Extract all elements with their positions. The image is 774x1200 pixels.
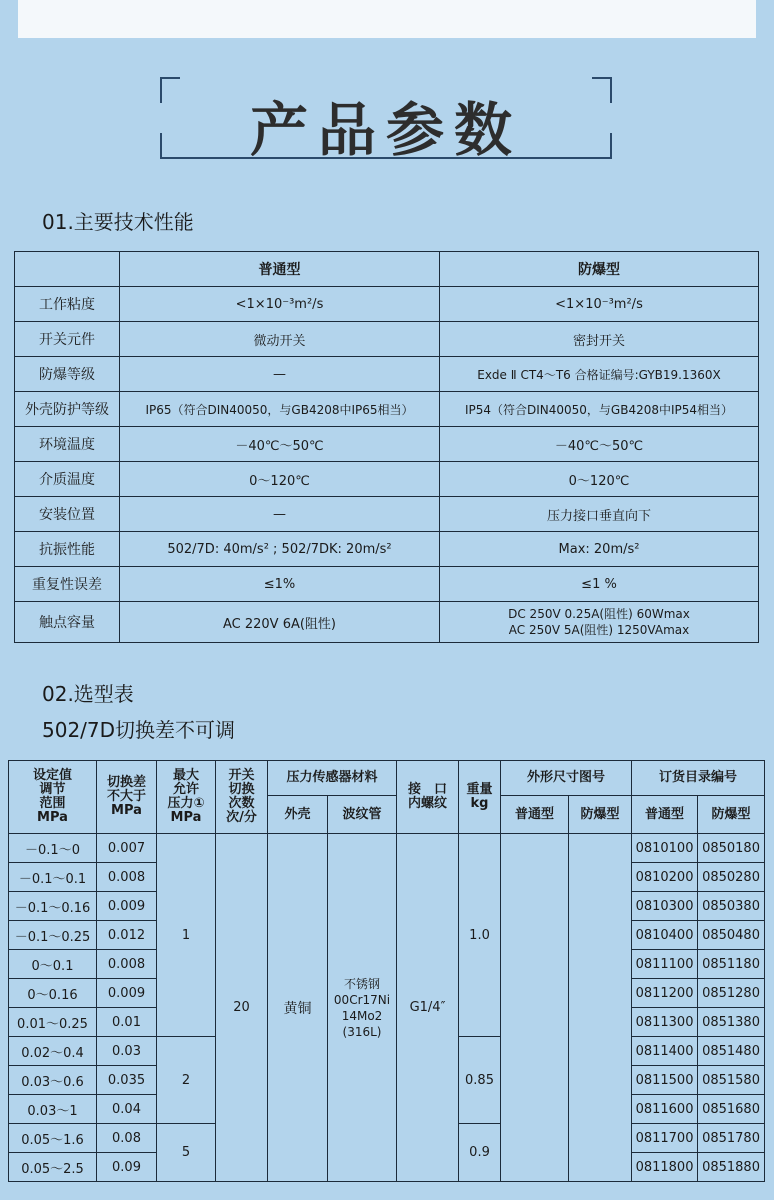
spec-label: 抗振性能 — [15, 532, 120, 567]
diff-cell: 0.008 — [97, 863, 157, 892]
header-max-pressure: 最大 允许 压力① MPa — [157, 761, 216, 834]
spec-header-normal: 普通型 — [120, 252, 440, 287]
spec-explosion: 0～120℃ — [440, 462, 759, 497]
spec-normal: <1×10⁻³m²/s — [120, 287, 440, 322]
header-weight: 重量 kg — [459, 761, 501, 834]
spec-label: 环境温度 — [15, 427, 120, 462]
range-cell: 0.03～1 — [9, 1095, 97, 1124]
diff-cell: 0.035 — [97, 1066, 157, 1095]
range-cell: －0.1～0.16 — [9, 892, 97, 921]
range-cell: 0.01～0.25 — [9, 1008, 97, 1037]
spec-explosion: <1×10⁻³m²/s — [440, 287, 759, 322]
spec-row — [15, 567, 759, 602]
order-normal-cell: 0811400 — [632, 1037, 698, 1066]
header-order: 订货目录编号 — [632, 761, 765, 796]
diff-cell: 0.012 — [97, 921, 157, 950]
order-normal-cell: 0811800 — [632, 1153, 698, 1182]
dim-normal-cell — [501, 834, 569, 1182]
spec-explosion — [440, 602, 759, 643]
spec-row — [15, 602, 759, 643]
spec-explosion: Exde Ⅱ CT4～T6 合格证编号:GYB19.1360X — [440, 357, 759, 392]
spec-explosion: 密封开关 — [440, 322, 759, 357]
spec-normal: 502/7D: 40m/s² ; 502/7DK: 20m/s² — [120, 532, 440, 567]
header-diff: 切换差 不大于 MPa — [97, 761, 157, 834]
header-dim-normal: 普通型 — [501, 796, 569, 834]
housing-cell: 黄铜 — [268, 834, 328, 1182]
order-explosion-cell: 0850480 — [698, 921, 765, 950]
spec-explosion: －40℃～50℃ — [440, 427, 759, 462]
order-explosion-cell: 0851180 — [698, 950, 765, 979]
spec-normal: 微动开关 — [120, 322, 440, 357]
header-sensor-material: 压力传感器材料 — [268, 761, 397, 796]
spec-row — [15, 532, 759, 567]
weight-cell: 0.85 — [459, 1037, 501, 1124]
header-frequency: 开关 切换 次数 次/分 — [216, 761, 268, 834]
header-range: 设定值 调节 范围 MPa — [9, 761, 97, 834]
dim-explosion-cell — [569, 834, 632, 1182]
contact-dc: DC 250V 0.25A(阻性) 60Wmax — [508, 607, 690, 621]
order-explosion-cell: 0851680 — [698, 1095, 765, 1124]
pressure-cell: 2 — [157, 1037, 216, 1124]
diff-cell: 0.009 — [97, 979, 157, 1008]
range-cell: 0.05～1.6 — [9, 1124, 97, 1153]
header-housing: 外壳 — [268, 796, 328, 834]
spec-header-row — [15, 252, 759, 287]
title-frame — [160, 77, 612, 164]
spec-normal: AC 220V 6A(阻性) — [120, 602, 440, 643]
diff-cell: 0.008 — [97, 950, 157, 979]
range-cell: 0.02～0.4 — [9, 1037, 97, 1066]
spec-explosion: Max: 20m/s² — [440, 532, 759, 567]
spec-row — [15, 287, 759, 322]
range-cell: －0.1～0 — [9, 834, 97, 863]
pressure-cell: 5 — [157, 1124, 216, 1182]
diff-cell: 0.01 — [97, 1008, 157, 1037]
selection-table — [8, 760, 765, 1182]
diff-cell: 0.007 — [97, 834, 157, 863]
spec-row — [15, 427, 759, 462]
spec-label: 外壳防护等级 — [15, 392, 120, 427]
diff-cell: 0.03 — [97, 1037, 157, 1066]
spec-label: 触点容量 — [15, 602, 120, 643]
order-normal-cell: 0810400 — [632, 921, 698, 950]
order-normal-cell: 0811500 — [632, 1066, 698, 1095]
order-explosion-cell: 0851480 — [698, 1037, 765, 1066]
spec-normal: — — [120, 357, 440, 392]
header-dim-explosion: 防爆型 — [569, 796, 632, 834]
spec-label: 开关元件 — [15, 322, 120, 357]
range-cell: －0.1～0.25 — [9, 921, 97, 950]
spec-header-explosion: 防爆型 — [440, 252, 759, 287]
pressure-cell: 1 — [157, 834, 216, 1037]
order-normal-cell: 0811700 — [632, 1124, 698, 1153]
spec-normal: 0～120℃ — [120, 462, 440, 497]
section2-title: 02.选型表 — [42, 682, 134, 706]
order-normal-cell: 0811600 — [632, 1095, 698, 1124]
header-thread: 接 口 内螺纹 — [397, 761, 459, 834]
order-explosion-cell: 0851880 — [698, 1153, 765, 1182]
spec-label: 安装位置 — [15, 497, 120, 532]
bellows-cell: 不锈钢 00Cr17Ni 14Mo2 (316L) — [328, 834, 397, 1182]
order-explosion-cell: 0851580 — [698, 1066, 765, 1095]
order-explosion-cell: 0850380 — [698, 892, 765, 921]
selection-header-row — [9, 761, 765, 796]
spec-explosion: ≤1 % — [440, 567, 759, 602]
diff-cell: 0.08 — [97, 1124, 157, 1153]
order-normal-cell: 0811300 — [632, 1008, 698, 1037]
spec-explosion: IP54（符合DIN40050，与GB4208中IP54相当） — [440, 392, 759, 427]
range-cell: 0.03～0.6 — [9, 1066, 97, 1095]
top-bar — [0, 0, 774, 40]
range-cell: 0.05～2.5 — [9, 1153, 97, 1182]
contact-ac: AC 250V 5A(阻性) 1250VAmax — [508, 623, 690, 637]
spec-label: 重复性误差 — [15, 567, 120, 602]
section2-subtitle: 502/7D切换差不可调 — [42, 718, 236, 742]
spec-normal: －40℃～50℃ — [120, 427, 440, 462]
diff-cell: 0.09 — [97, 1153, 157, 1182]
order-normal-cell: 0811200 — [632, 979, 698, 1008]
spec-header-empty — [15, 252, 120, 287]
spec-normal: ≤1% — [120, 567, 440, 602]
section1-title: 01.主要技术性能 — [42, 210, 194, 234]
weight-cell: 0.9 — [459, 1124, 501, 1182]
header-order-explosion: 防爆型 — [698, 796, 765, 834]
spec-label: 工作粘度 — [15, 287, 120, 322]
header-order-normal: 普通型 — [632, 796, 698, 834]
order-explosion-cell: 0851280 — [698, 979, 765, 1008]
spec-row — [15, 497, 759, 532]
header-bellows: 波纹管 — [328, 796, 397, 834]
spec-row — [15, 322, 759, 357]
spec-normal: IP65（符合DIN40050，与GB4208中IP65相当） — [120, 392, 440, 427]
thread-cell: G1/4″ — [397, 834, 459, 1182]
order-explosion-cell: 0851780 — [698, 1124, 765, 1153]
order-normal-cell: 0810200 — [632, 863, 698, 892]
page-title: 产品参数 — [249, 96, 522, 164]
header-dimension: 外形尺寸图号 — [501, 761, 632, 796]
diff-cell: 0.009 — [97, 892, 157, 921]
spec-row — [15, 462, 759, 497]
spec-explosion: 压力接口垂直向下 — [440, 497, 759, 532]
weight-cell: 1.0 — [459, 834, 501, 1037]
spec-table — [14, 251, 759, 643]
table-row — [9, 834, 765, 863]
order-normal-cell: 0811100 — [632, 950, 698, 979]
spec-normal: — — [120, 497, 440, 532]
order-normal-cell: 0810100 — [632, 834, 698, 863]
range-cell: 0～0.1 — [9, 950, 97, 979]
order-explosion-cell: 0850280 — [698, 863, 765, 892]
order-explosion-cell: 0851380 — [698, 1008, 765, 1037]
range-cell: －0.1～0.1 — [9, 863, 97, 892]
spec-row — [15, 392, 759, 427]
top-bar-panel — [18, 0, 756, 38]
spec-label: 介质温度 — [15, 462, 120, 497]
spec-row — [15, 357, 759, 392]
frequency-cell: 20 — [216, 834, 268, 1182]
order-normal-cell: 0810300 — [632, 892, 698, 921]
diff-cell: 0.04 — [97, 1095, 157, 1124]
range-cell: 0～0.16 — [9, 979, 97, 1008]
spec-label: 防爆等级 — [15, 357, 120, 392]
order-explosion-cell: 0850180 — [698, 834, 765, 863]
